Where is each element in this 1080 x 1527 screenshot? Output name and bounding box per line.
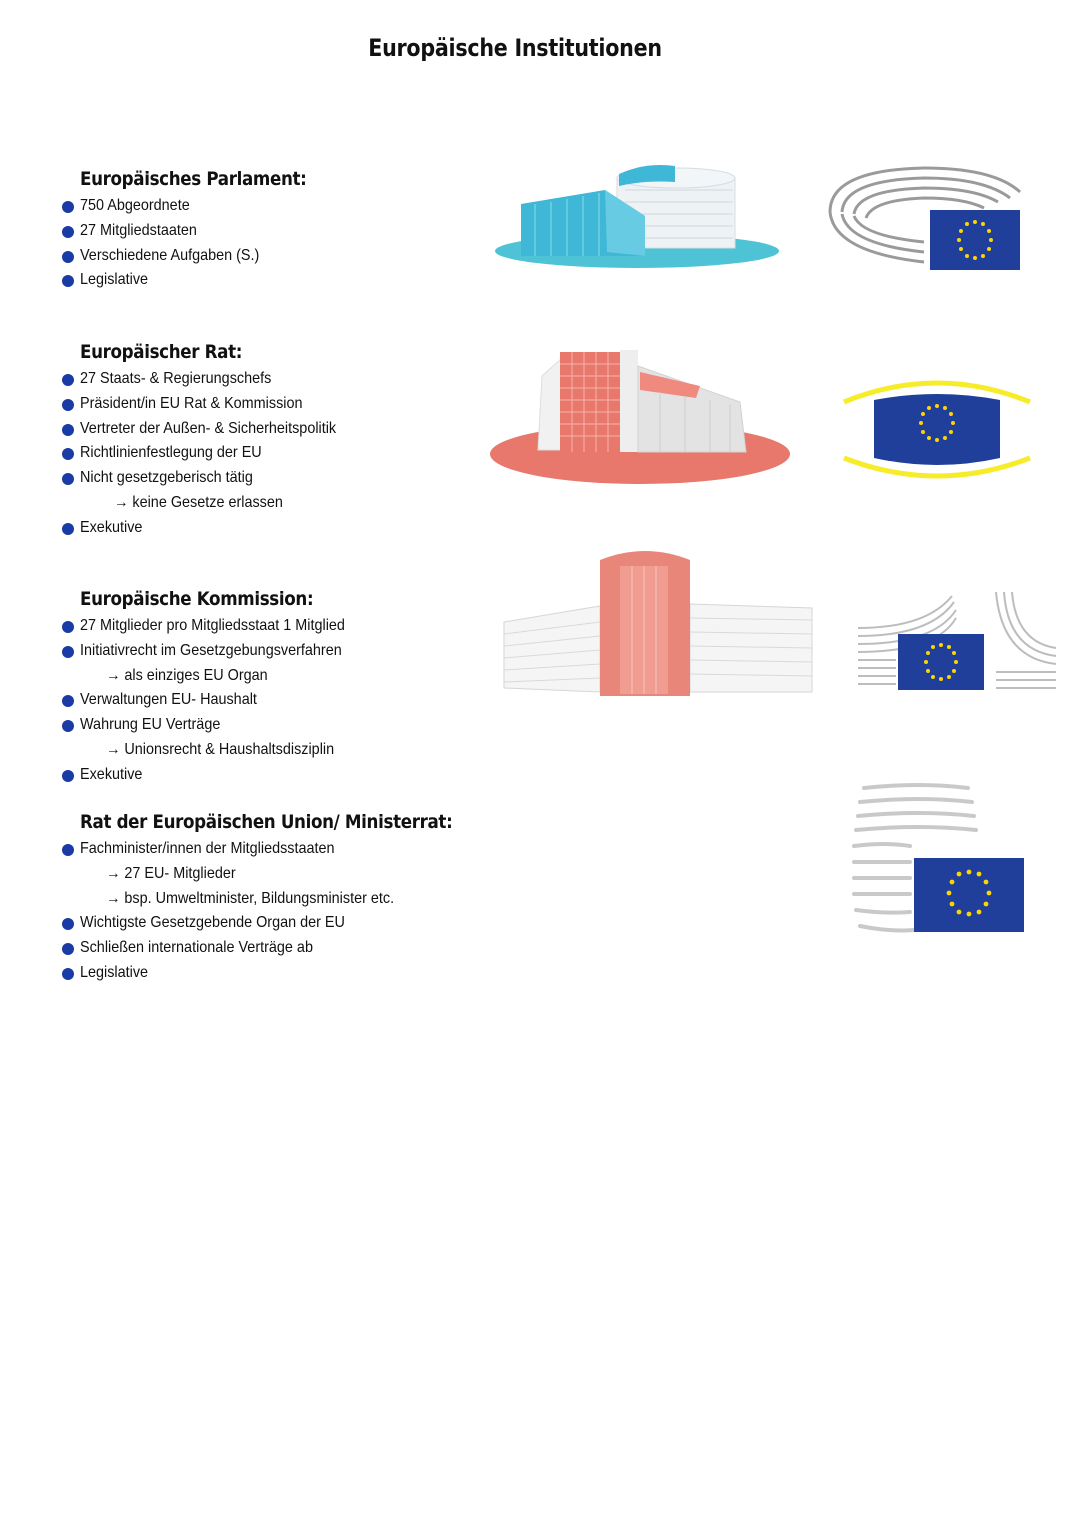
list-subitem: → keine Gesetze erlassen <box>114 493 283 511</box>
list-item: Wichtigste Gesetzgebende Organ der EU <box>60 911 480 936</box>
parliament-building-illustration <box>495 160 785 272</box>
list-item: Präsident/in EU Rat & Kommission <box>60 392 480 417</box>
list-item: Verwaltungen EU- Haushalt <box>60 688 480 713</box>
list-item: Exekutive <box>60 516 480 541</box>
council-of-eu-logo <box>850 780 1030 936</box>
bullet-list <box>60 194 480 293</box>
bullet-list <box>60 367 480 541</box>
section-council-of-eu <box>60 811 480 986</box>
bullet-list <box>60 837 480 986</box>
parliament-logo <box>824 162 1024 274</box>
bullet-list <box>60 614 480 788</box>
list-item: Schließen internationale Verträge ab <box>60 936 480 961</box>
list-subitem: → 27 EU- Mitglieder <box>106 864 236 882</box>
list-item: Verschiedene Aufgaben (S.) <box>60 244 480 269</box>
list-item: Vertreter der Außen- & Sicherheitspolitik <box>60 417 480 442</box>
section-heading: Europäisches Parlament: <box>80 168 307 190</box>
commission-building-illustration <box>500 546 814 698</box>
european-council-building-illustration <box>490 346 792 488</box>
list-item: Fachminister/innen der Mitgliedsstaaten <box>60 837 480 862</box>
commission-logo <box>856 588 1062 694</box>
list-item: 750 Abgeordnete <box>60 194 480 219</box>
list-item: Nicht gesetzgeberisch tätig <box>60 466 480 491</box>
list-item: 27 Staats- & Regierungschefs <box>60 367 480 392</box>
list-subitem: → als einziges EU Organ <box>106 666 268 684</box>
section-heading: Europäische Kommission: <box>80 588 314 610</box>
list-item: Legislative <box>60 961 480 986</box>
list-item: 27 Mitglieder pro Mitgliedsstaat 1 Mitglied <box>60 614 480 639</box>
list-item: 27 Mitgliedstaaten <box>60 219 480 244</box>
european-council-logo <box>840 380 1034 480</box>
list-item: Initiativrecht im Gesetzgebungsverfahren <box>60 639 480 664</box>
list-subitem: → bsp. Umweltminister, Bildungsminister etc. <box>106 889 395 907</box>
section-european-parliament <box>60 168 480 293</box>
list-item: Wahrung EU Verträge <box>60 713 480 738</box>
list-item: Exekutive <box>60 763 480 788</box>
list-subitem: → Unionsrecht & Haushaltsdisziplin <box>106 740 335 758</box>
section-european-commission <box>60 588 480 788</box>
section-european-council <box>60 341 480 541</box>
section-heading: Rat der Europäischen Union/ Ministerrat: <box>80 811 453 833</box>
section-heading: Europäischer Rat: <box>80 341 243 363</box>
list-item: Legislative <box>60 268 480 293</box>
list-item: Richtlinienfestlegung der EU <box>60 441 480 466</box>
page-title: Europäische Institutionen <box>368 34 662 62</box>
